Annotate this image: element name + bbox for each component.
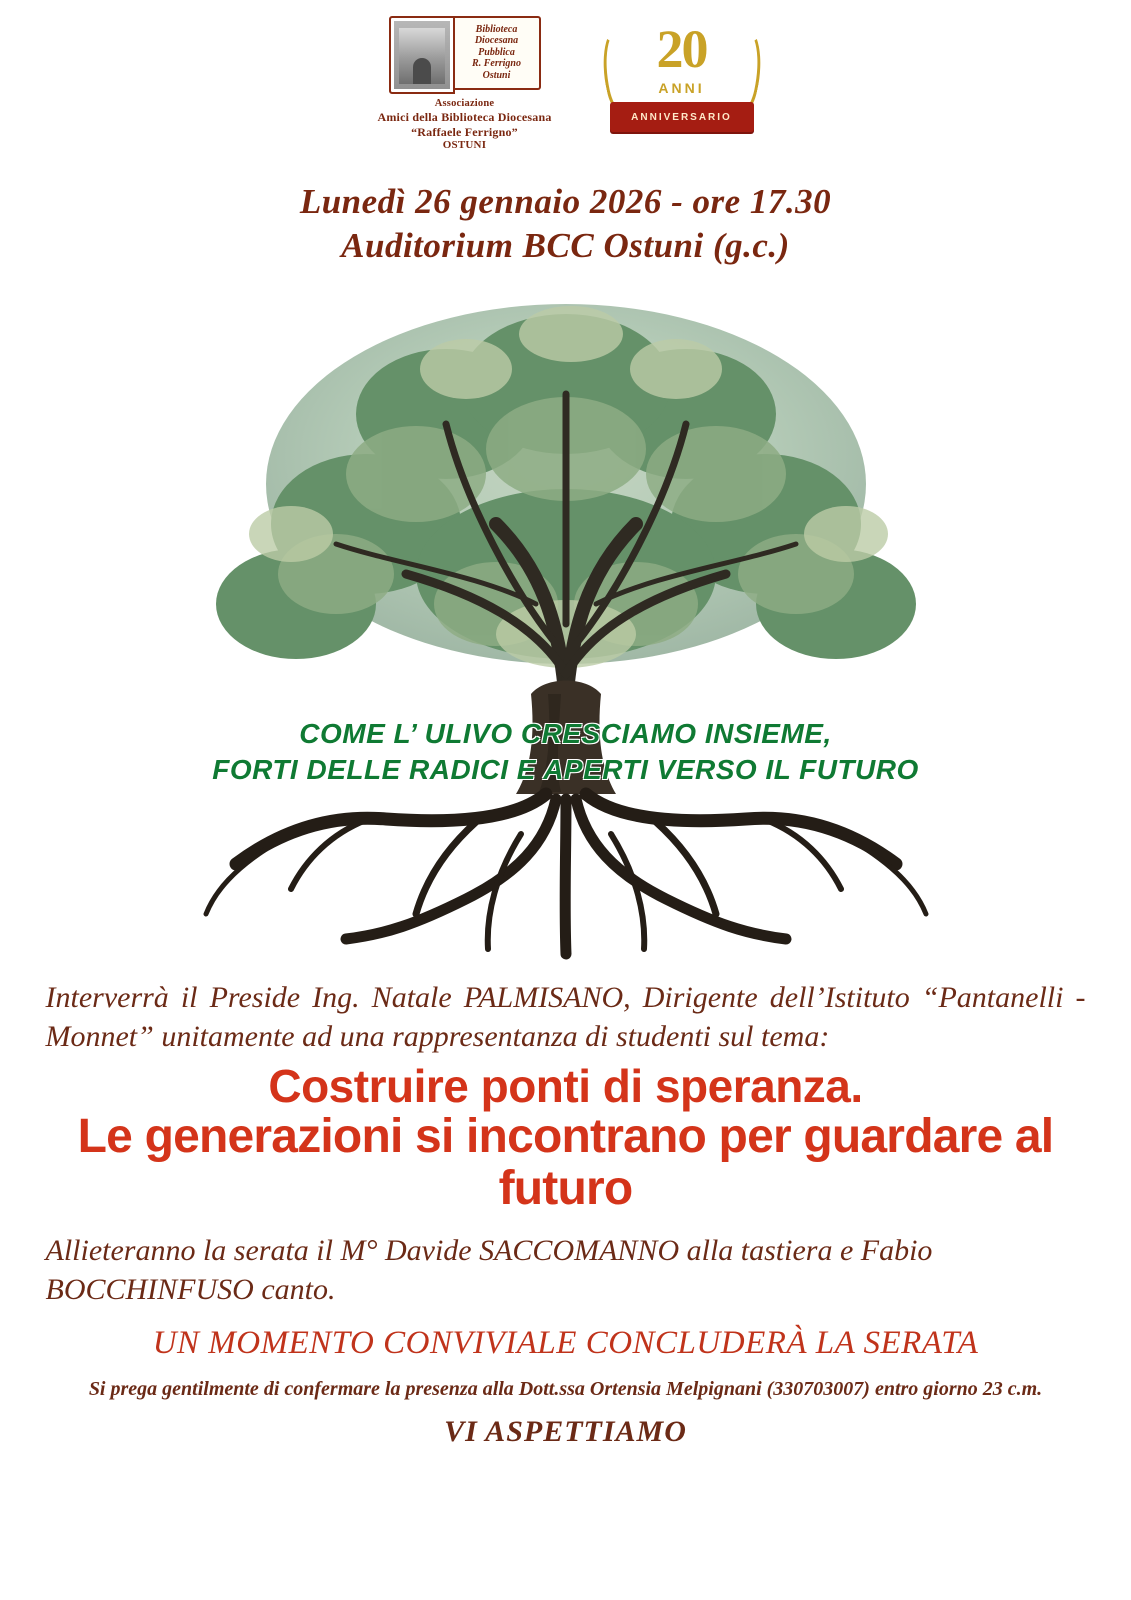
caption-line-4: OSTUNI xyxy=(442,138,487,151)
event-date: Lunedì 26 gennaio 2026 - ore 17.30 xyxy=(299,182,832,221)
library-logo-caption xyxy=(377,98,551,152)
closing-line: VI ASPETTIAMO xyxy=(444,1414,687,1448)
anniversary-ribbon-label: ANNIVERSARIO xyxy=(631,111,732,123)
caption-line-2: Amici della Biblioteca Diocesana xyxy=(377,110,552,125)
book-line-1: Biblioteca xyxy=(475,23,518,35)
theme-title-line-1: Costruire ponti di speranza. xyxy=(268,1059,863,1112)
anniversary-number: 20 xyxy=(656,19,707,79)
book-line-4: R. Ferrigno xyxy=(472,58,521,70)
book-line-2: Diocesana xyxy=(474,35,519,47)
logo-row xyxy=(360,16,772,166)
body-block xyxy=(46,978,1086,1449)
book-line-3: Pubblica xyxy=(478,46,515,58)
anniversary-badge xyxy=(592,16,772,156)
book-line-5: Ostuni xyxy=(482,69,511,81)
conviviale-note: UN MOMENTO CONVIVIALE CONCLUDERÀ LA SERATA xyxy=(152,1324,979,1361)
tree-motto-line-2: FORTI DELLE RADICI E APERTI VERSO IL FUTURO xyxy=(212,754,919,786)
library-logo xyxy=(360,16,570,152)
olive-tree-illustration xyxy=(116,274,1016,974)
library-logo-book xyxy=(389,16,541,94)
tree-motto-line-1: COME L’ ULIVO CRESCIAMO INSIEME, xyxy=(299,717,832,749)
anniversary-unit: ANNI xyxy=(658,80,705,96)
tree-trunk xyxy=(516,680,616,794)
theme-title-line-2: Le generazioni si incontrano per guardare al futuro xyxy=(77,1110,1054,1215)
caption-line-1: Associazione xyxy=(434,98,495,109)
caption-line-3: “Raffaele Ferrigno” xyxy=(411,124,518,139)
tree-svg xyxy=(116,274,1016,974)
theme-title xyxy=(46,1059,1086,1215)
rsvp-note: Si prega gentilmente di confermare la presenza alla Dott.ssa Ortensia Melpignani (330703007) entro giorno 23 c.m. xyxy=(88,1377,1043,1400)
event-venue: Auditorium BCC Ostuni (g.c.) xyxy=(341,225,790,265)
intro-paragraph: Interverrà il Preside Ing. Natale PALMISANO, Dirigente dell’Istituto “Pantanelli - Monnet” unitamente ad una rappresentanza di studenti sul tema: xyxy=(45,980,1086,1053)
anniversary-ribbon xyxy=(610,102,754,132)
music-paragraph: Allieteranno la serata il M° Davide SACCOMANNO alla tastiera e Fabio BOCCHINFUSO canto. xyxy=(45,1233,933,1306)
event-datetime-block xyxy=(300,180,831,268)
book-photo-icon xyxy=(389,16,455,94)
book-pages-icon xyxy=(455,16,541,90)
